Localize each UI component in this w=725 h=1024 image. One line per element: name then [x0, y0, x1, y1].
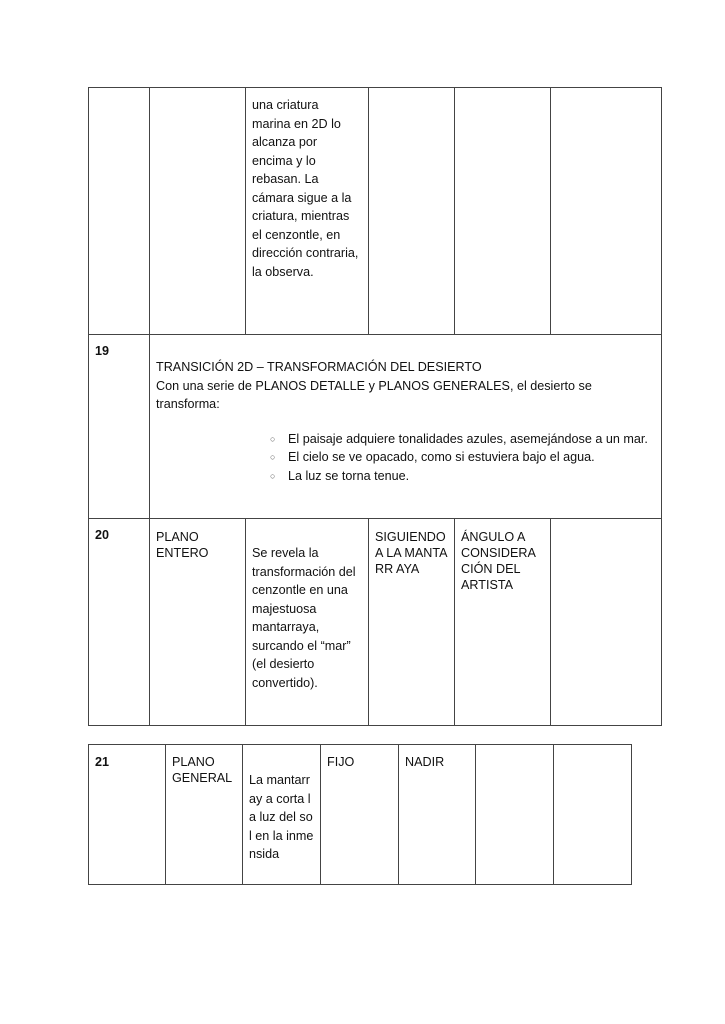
row-divider	[89, 518, 661, 519]
shot-angle-cell: NADIR	[405, 755, 445, 769]
shot-description-cell: Se revela la transformación del cenzontle en una majestuosa mantarraya, surcando el “mar” (el desierto convertido).	[252, 546, 356, 690]
hollow-circle-bullet-icon: ○	[270, 452, 276, 462]
shot-extra-cell	[554, 745, 631, 884]
shot-angle-cell: ÁNGULO A CONSIDERA CIÓN DEL ARTISTA	[461, 530, 536, 592]
shot-number-cell: 21	[95, 755, 110, 769]
shot-description-cell: una criatura marina en 2D lo alcanza por encima y lo rebasan. La cámara sigue a la criatura, mientras el cenzontle, en dirección contraria, la observa.	[252, 98, 359, 279]
shot-movement-cell: FIJO	[327, 755, 355, 769]
shot-extra-cell	[476, 745, 553, 884]
list-item-text: El paisaje adquiere tonalidades azules, asemejándose a un mar.	[288, 431, 648, 446]
shot-plane-cell	[150, 88, 245, 334]
shot-description-cell: La mantarray a corta la luz del sol en la inmensida	[249, 773, 314, 861]
transition-bullet-list	[270, 430, 655, 486]
shot-plane-cell: PLANO ENTERO	[156, 530, 209, 560]
transition-content-cell	[150, 336, 661, 518]
list-item	[270, 448, 655, 467]
transition-intro: Con una serie de PLANOS DETALLE y PLANOS GENERALES, el desierto se transforma:	[156, 378, 592, 411]
list-item-text: El cielo se ve opacado, como si estuviera bajo el agua.	[288, 450, 595, 464]
shot-plane-cell: PLANO GENERAL	[172, 755, 233, 785]
shot-extra-cell	[551, 520, 661, 725]
list-item	[270, 430, 655, 449]
list-item	[270, 467, 655, 486]
hollow-circle-bullet-icon: ○	[270, 470, 276, 481]
hollow-circle-bullet-icon: ○	[270, 433, 276, 444]
shot-number-cell: 19	[95, 344, 110, 358]
shot-table-b	[88, 744, 632, 885]
shot-table-a	[88, 87, 662, 726]
shot-extra-cell	[551, 88, 661, 334]
shot-angle-cell	[455, 88, 550, 334]
shot-movement-cell: SIGUIENDO A LA MANTARR AYA	[375, 530, 448, 576]
transition-heading: TRANSICIÓN 2D – TRANSFORMACIÓN DEL DESIERTO	[156, 360, 482, 374]
shot-number-cell: 20	[95, 528, 110, 542]
shot-number-cell	[89, 88, 149, 334]
shot-movement-cell	[369, 88, 454, 334]
list-item-text: La luz se torna tenue.	[288, 468, 410, 483]
row-divider	[89, 334, 661, 335]
